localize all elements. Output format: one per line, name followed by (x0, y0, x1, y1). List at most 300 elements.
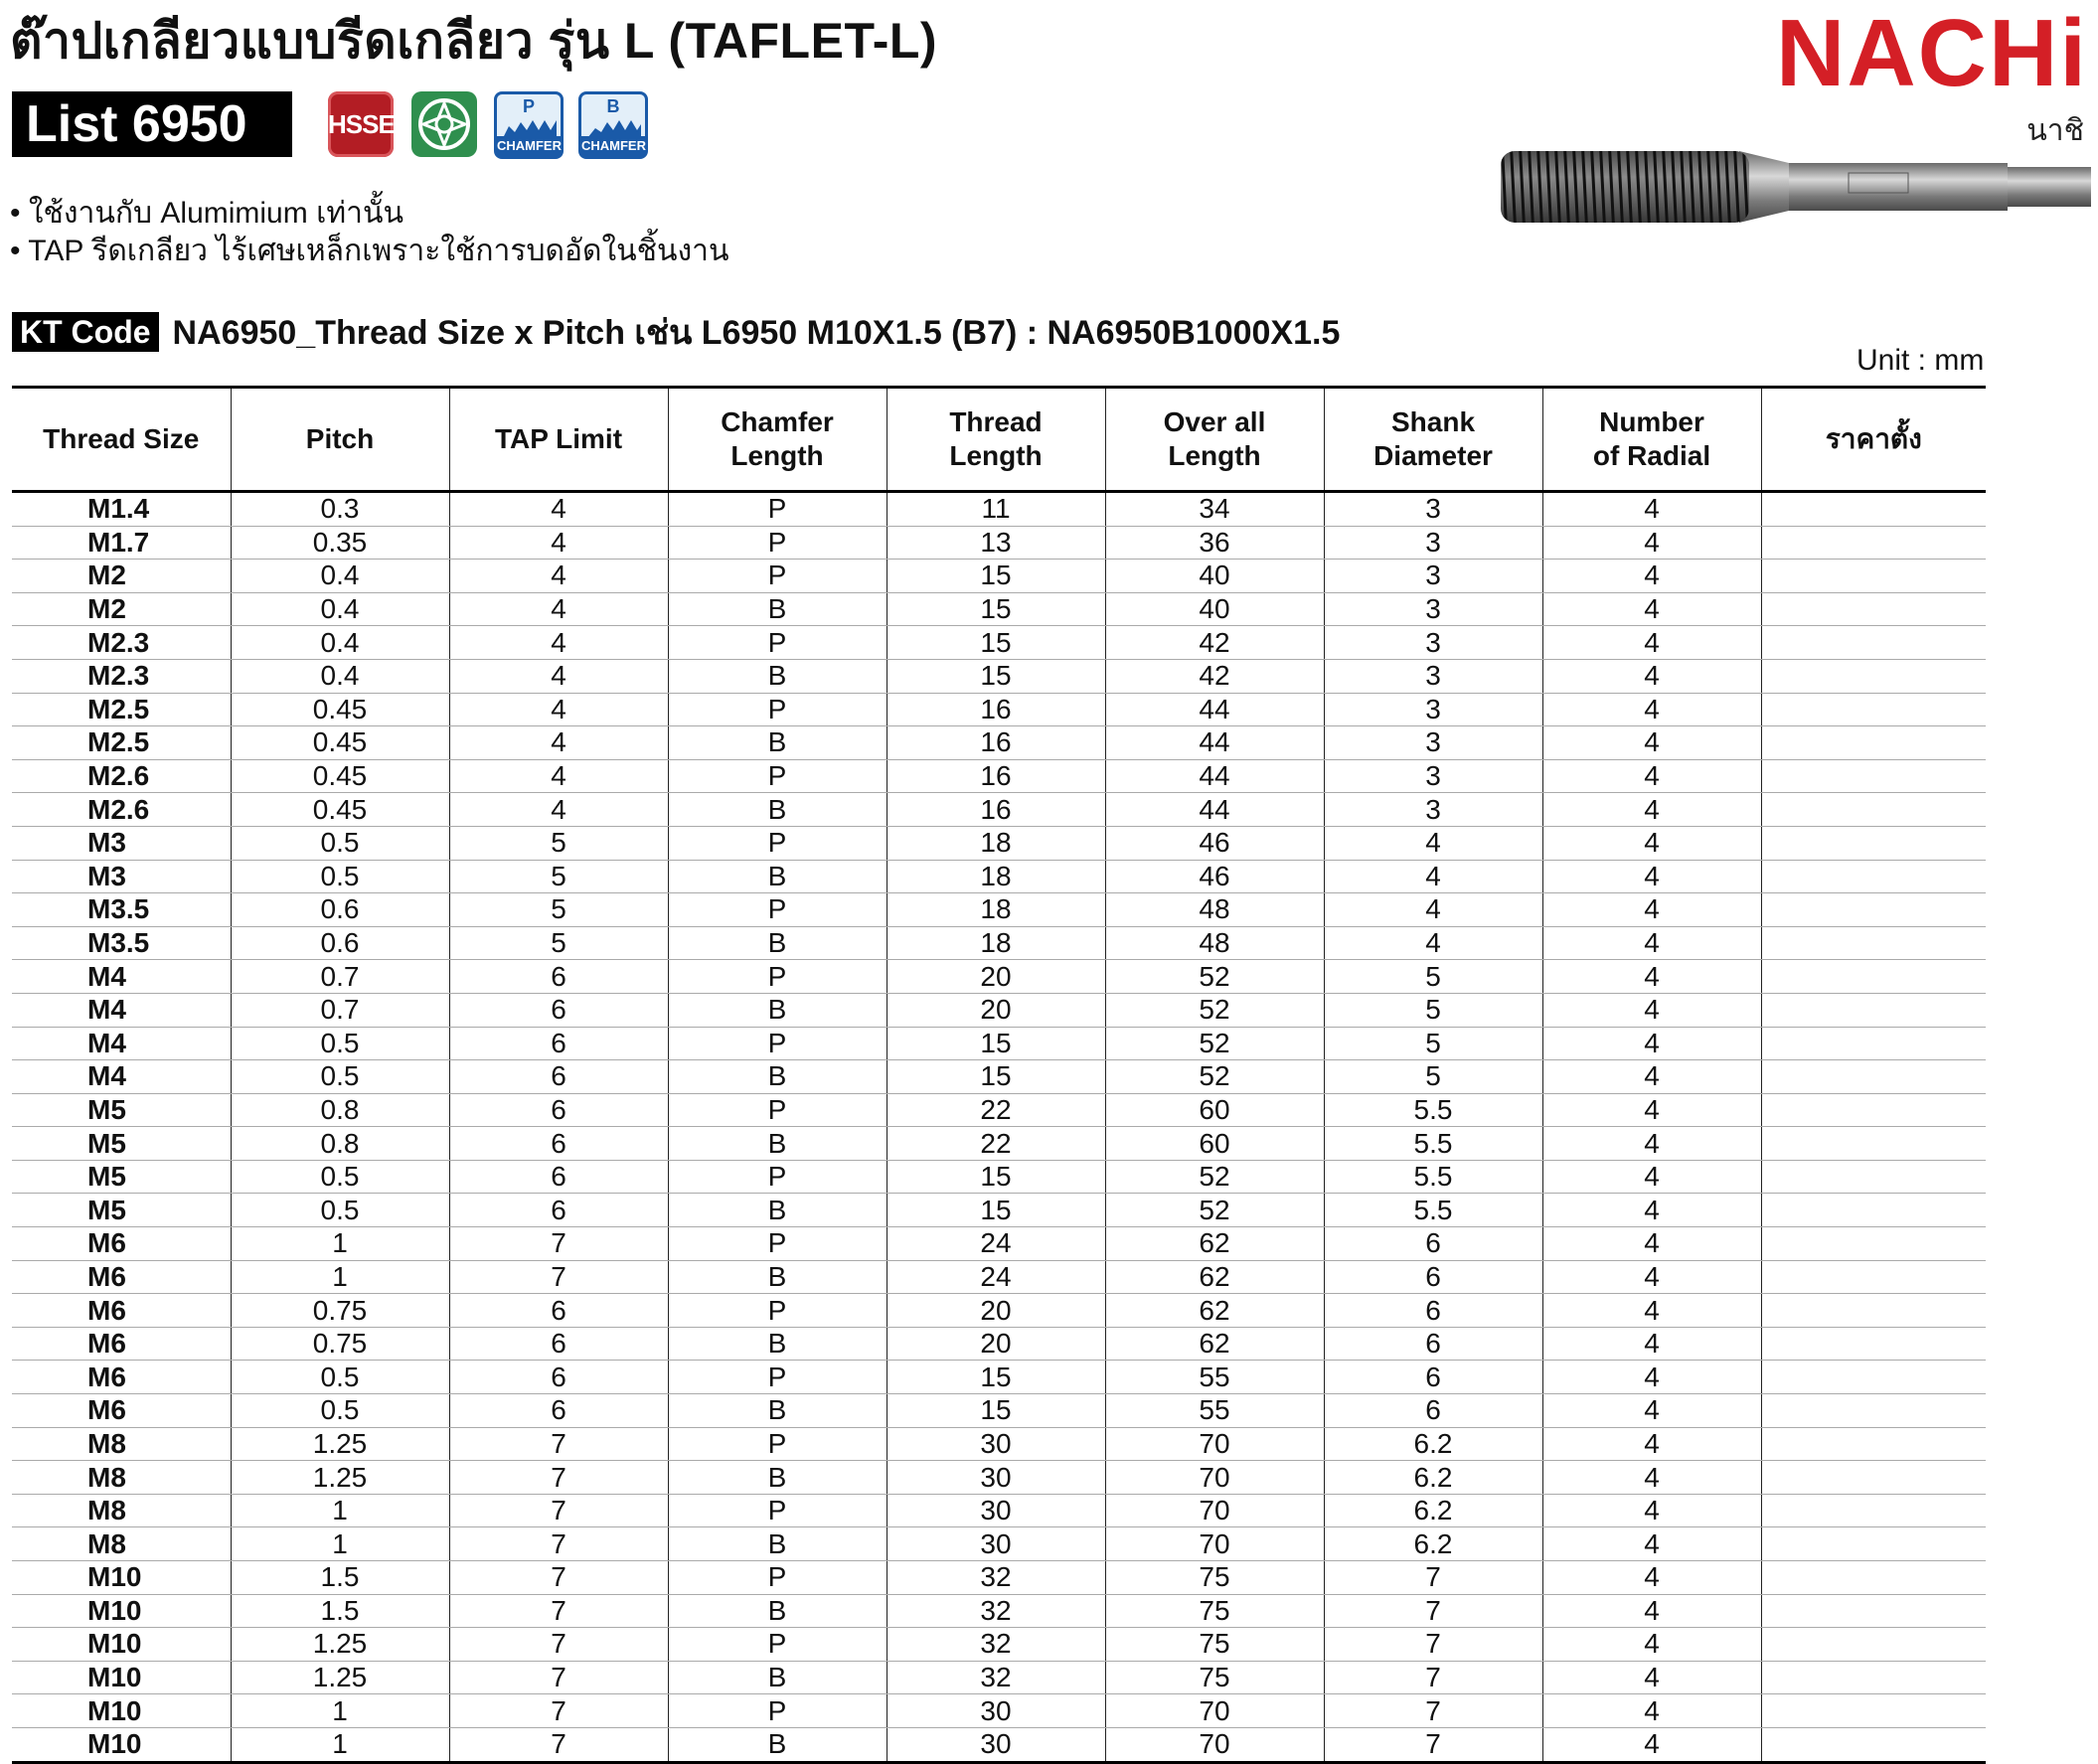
cell-thread-length: 15 (887, 659, 1105, 693)
cell-shank-diameter: 3 (1324, 793, 1542, 827)
cell-pitch: 0.5 (231, 1160, 449, 1194)
cell-chamfer-length: P (668, 492, 887, 527)
table-row (12, 1194, 1986, 1227)
cell-overall-length: 34 (1105, 492, 1324, 527)
cell-overall-length: 70 (1105, 1427, 1324, 1461)
table-row (12, 1594, 1986, 1628)
cell-shank-diameter: 3 (1324, 759, 1542, 793)
table-row (12, 993, 1986, 1027)
cell-thread-size: M8 (12, 1494, 231, 1527)
cell-tap-limit: 4 (449, 560, 668, 593)
nachi-thai-label: นาชิ (2026, 114, 2084, 147)
cell-thread-size: M6 (12, 1227, 231, 1261)
cell-overall-length: 70 (1105, 1461, 1324, 1495)
header-chamfer-length: Chamfer Length (668, 388, 887, 492)
cell-tap-limit: 6 (449, 960, 668, 994)
table-row (12, 860, 1986, 893)
cell-overall-length: 44 (1105, 759, 1324, 793)
cell-chamfer-length: P (668, 560, 887, 593)
cell-pitch: 0.5 (231, 826, 449, 860)
cell-list-price (1761, 1127, 1986, 1161)
cell-chamfer-length: P (668, 1160, 887, 1194)
cell-thread-length: 30 (887, 1461, 1105, 1495)
cell-thread-length: 32 (887, 1594, 1105, 1628)
cell-tap-limit: 4 (449, 492, 668, 527)
cell-pitch: 1 (231, 1527, 449, 1561)
cell-overall-length: 44 (1105, 793, 1324, 827)
cell-number-of-radial: 4 (1542, 626, 1761, 660)
cell-thread-size: M2 (12, 560, 231, 593)
cell-overall-length: 75 (1105, 1561, 1324, 1595)
cell-tap-limit: 4 (449, 626, 668, 660)
cell-thread-length: 18 (887, 926, 1105, 960)
cell-pitch: 1.25 (231, 1427, 449, 1461)
cell-thread-length: 22 (887, 1093, 1105, 1127)
table-row (12, 492, 1986, 527)
cell-pitch: 0.8 (231, 1127, 449, 1161)
cell-tap-limit: 5 (449, 826, 668, 860)
cell-number-of-radial: 4 (1542, 592, 1761, 626)
cell-number-of-radial: 4 (1542, 659, 1761, 693)
cell-tap-limit: 4 (449, 659, 668, 693)
cell-tap-limit: 5 (449, 860, 668, 893)
cell-list-price (1761, 1527, 1986, 1561)
cell-overall-length: 52 (1105, 960, 1324, 994)
cell-list-price (1761, 659, 1986, 693)
header-number-of-radial: Number of Radial (1542, 388, 1761, 492)
table-row (12, 1461, 1986, 1495)
cell-pitch: 0.7 (231, 993, 449, 1027)
cell-chamfer-length: B (668, 1127, 887, 1161)
table-row (12, 726, 1986, 760)
cell-pitch: 1 (231, 1494, 449, 1527)
cell-list-price (1761, 492, 1986, 527)
cell-list-price (1761, 1561, 1986, 1595)
cell-overall-length: 46 (1105, 826, 1324, 860)
table-row (12, 1694, 1986, 1728)
cell-overall-length: 70 (1105, 1494, 1324, 1527)
cell-overall-length: 70 (1105, 1694, 1324, 1728)
cell-chamfer-length: B (668, 1060, 887, 1094)
cell-tap-limit: 5 (449, 893, 668, 927)
cell-list-price (1761, 1661, 1986, 1694)
cell-thread-length: 32 (887, 1661, 1105, 1694)
cell-shank-diameter: 5 (1324, 993, 1542, 1027)
cell-thread-size: M5 (12, 1194, 231, 1227)
header-overall-length: Over all Length (1105, 388, 1324, 492)
cell-chamfer-length: P (668, 1561, 887, 1595)
cell-list-price (1761, 1060, 1986, 1094)
table-row (12, 1327, 1986, 1361)
cell-pitch: 0.5 (231, 860, 449, 893)
cell-number-of-radial: 4 (1542, 793, 1761, 827)
cell-shank-diameter: 6.2 (1324, 1494, 1542, 1527)
cell-shank-diameter: 7 (1324, 1628, 1542, 1662)
cell-number-of-radial: 4 (1542, 1060, 1761, 1094)
cell-list-price (1761, 693, 1986, 726)
header-thread-size: Thread Size (12, 388, 231, 492)
cell-chamfer-length: B (668, 1394, 887, 1428)
cell-shank-diameter: 3 (1324, 626, 1542, 660)
cell-thread-size: M4 (12, 1027, 231, 1060)
cell-list-price (1761, 1227, 1986, 1261)
cell-number-of-radial: 4 (1542, 1628, 1761, 1662)
cell-overall-length: 36 (1105, 526, 1324, 560)
table-row (12, 1561, 1986, 1595)
cell-list-price (1761, 860, 1986, 893)
table-row (12, 1628, 1986, 1662)
cell-overall-length: 55 (1105, 1394, 1324, 1428)
cell-chamfer-length: B (668, 659, 887, 693)
cell-shank-diameter: 5 (1324, 960, 1542, 994)
cell-pitch: 0.45 (231, 793, 449, 827)
coating-icon (411, 91, 477, 157)
header-shank-diameter: Shank Diameter (1324, 388, 1542, 492)
cell-shank-diameter: 5 (1324, 1060, 1542, 1094)
feature-bullets (10, 195, 729, 270)
cell-chamfer-length: P (668, 526, 887, 560)
cell-pitch: 0.4 (231, 592, 449, 626)
cell-number-of-radial: 4 (1542, 1294, 1761, 1328)
header-list-price: ราคาตั้ง (1761, 388, 1986, 492)
cell-overall-length: 52 (1105, 1027, 1324, 1060)
cell-thread-length: 15 (887, 1060, 1105, 1094)
cell-thread-length: 30 (887, 1494, 1105, 1527)
cell-number-of-radial: 4 (1542, 1694, 1761, 1728)
table-row (12, 1494, 1986, 1527)
nachi-logo: NACHi (1776, 0, 2088, 106)
cell-shank-diameter: 7 (1324, 1661, 1542, 1694)
cell-list-price (1761, 826, 1986, 860)
cell-shank-diameter: 7 (1324, 1594, 1542, 1628)
cell-overall-length: 70 (1105, 1727, 1324, 1762)
cell-pitch: 0.8 (231, 1093, 449, 1127)
cell-chamfer-length: B (668, 1461, 887, 1495)
cell-list-price (1761, 1427, 1986, 1461)
cell-overall-length: 46 (1105, 860, 1324, 893)
table-row (12, 560, 1986, 593)
cell-pitch: 0.4 (231, 626, 449, 660)
cell-chamfer-length: B (668, 592, 887, 626)
cell-thread-size: M10 (12, 1594, 231, 1628)
cell-number-of-radial: 4 (1542, 1027, 1761, 1060)
cell-number-of-radial: 4 (1542, 560, 1761, 593)
table-row (12, 793, 1986, 827)
cell-chamfer-length: B (668, 1260, 887, 1294)
cell-thread-length: 15 (887, 1361, 1105, 1394)
kt-code-text: NA6950_Thread Size x Pitch เช่น L6950 M10X1.5 (B7) : NA6950B1000X1.5 (172, 314, 1341, 352)
cell-list-price (1761, 960, 1986, 994)
cell-list-price (1761, 726, 1986, 760)
cell-list-price (1761, 759, 1986, 793)
cell-overall-length: 40 (1105, 592, 1324, 626)
cell-pitch: 0.5 (231, 1361, 449, 1394)
cell-number-of-radial: 4 (1542, 1527, 1761, 1561)
cell-chamfer-length: P (668, 960, 887, 994)
cell-shank-diameter: 6 (1324, 1394, 1542, 1428)
cell-overall-length: 52 (1105, 1194, 1324, 1227)
cell-pitch: 1.25 (231, 1461, 449, 1495)
cell-chamfer-length: B (668, 1327, 887, 1361)
cell-tap-limit: 4 (449, 759, 668, 793)
table-row (12, 1227, 1986, 1261)
cell-thread-length: 24 (887, 1227, 1105, 1261)
cell-shank-diameter: 7 (1324, 1561, 1542, 1595)
cell-pitch: 0.7 (231, 960, 449, 994)
cell-pitch: 1 (231, 1227, 449, 1261)
header-pitch: Pitch (231, 388, 449, 492)
table-row (12, 1427, 1986, 1461)
cell-tap-limit: 7 (449, 1494, 668, 1527)
cell-thread-size: M6 (12, 1260, 231, 1294)
cell-number-of-radial: 4 (1542, 1327, 1761, 1361)
table-row (12, 659, 1986, 693)
cell-number-of-radial: 4 (1542, 1093, 1761, 1127)
cell-thread-length: 15 (887, 1027, 1105, 1060)
cell-chamfer-length: B (668, 793, 887, 827)
cell-pitch: 0.5 (231, 1394, 449, 1428)
cell-list-price (1761, 592, 1986, 626)
bullet-item: • ใช้งานกับ Alumimium เท่านั้น (10, 197, 403, 230)
cell-pitch: 0.3 (231, 492, 449, 527)
cell-thread-length: 15 (887, 1194, 1105, 1227)
cell-thread-length: 16 (887, 693, 1105, 726)
cell-thread-size: M1.4 (12, 492, 231, 527)
cell-number-of-radial: 4 (1542, 726, 1761, 760)
cell-chamfer-length: B (668, 726, 887, 760)
cell-shank-diameter: 3 (1324, 492, 1542, 527)
cell-pitch: 0.4 (231, 560, 449, 593)
cell-pitch: 0.5 (231, 1060, 449, 1094)
cell-thread-size: M2 (12, 592, 231, 626)
cell-pitch: 1 (231, 1727, 449, 1762)
kt-code-badge: KT Code (12, 312, 159, 352)
cell-chamfer-length: B (668, 993, 887, 1027)
table-row (12, 1661, 1986, 1694)
cell-number-of-radial: 4 (1542, 893, 1761, 927)
cell-shank-diameter: 6.2 (1324, 1427, 1542, 1461)
cell-thread-length: 20 (887, 1327, 1105, 1361)
cell-thread-length: 18 (887, 826, 1105, 860)
cell-chamfer-length: B (668, 1661, 887, 1694)
cell-thread-size: M3.5 (12, 926, 231, 960)
cell-overall-length: 62 (1105, 1294, 1324, 1328)
header-tap-limit: TAP Limit (449, 388, 668, 492)
cell-thread-length: 20 (887, 993, 1105, 1027)
cell-list-price (1761, 1160, 1986, 1194)
table-row (12, 759, 1986, 793)
cell-pitch: 0.35 (231, 526, 449, 560)
table-header-row (12, 388, 1986, 492)
cell-list-price (1761, 1494, 1986, 1527)
table-row (12, 1361, 1986, 1394)
cell-shank-diameter: 6.2 (1324, 1461, 1542, 1495)
cell-tap-limit: 6 (449, 1394, 668, 1428)
cell-number-of-radial: 4 (1542, 1394, 1761, 1428)
cell-chamfer-length: P (668, 1427, 887, 1461)
cell-thread-size: M3 (12, 826, 231, 860)
cell-chamfer-length: P (668, 1294, 887, 1328)
cell-chamfer-length: P (668, 1093, 887, 1127)
cell-list-price (1761, 1027, 1986, 1060)
cell-tap-limit: 6 (449, 993, 668, 1027)
cell-pitch: 0.75 (231, 1294, 449, 1328)
table-row (12, 960, 1986, 994)
cell-thread-size: M2.3 (12, 626, 231, 660)
cell-overall-length: 52 (1105, 1060, 1324, 1094)
cell-tap-limit: 4 (449, 693, 668, 726)
cell-pitch: 0.4 (231, 659, 449, 693)
cell-chamfer-length: P (668, 1227, 887, 1261)
cell-shank-diameter: 5.5 (1324, 1127, 1542, 1161)
cell-tap-limit: 6 (449, 1060, 668, 1094)
cell-thread-length: 16 (887, 793, 1105, 827)
cell-number-of-radial: 4 (1542, 993, 1761, 1027)
cell-tap-limit: 7 (449, 1594, 668, 1628)
cell-chamfer-length: P (668, 759, 887, 793)
cell-tap-limit: 4 (449, 793, 668, 827)
cell-overall-length: 70 (1105, 1527, 1324, 1561)
cell-shank-diameter: 4 (1324, 860, 1542, 893)
cell-thread-length: 11 (887, 492, 1105, 527)
table-row (12, 893, 1986, 927)
cell-thread-length: 16 (887, 759, 1105, 793)
cell-pitch: 1.25 (231, 1628, 449, 1662)
cell-chamfer-length: B (668, 860, 887, 893)
cell-overall-length: 48 (1105, 893, 1324, 927)
cell-shank-diameter: 4 (1324, 826, 1542, 860)
cell-thread-length: 32 (887, 1561, 1105, 1595)
cell-pitch: 1 (231, 1260, 449, 1294)
cell-shank-diameter: 6.2 (1324, 1527, 1542, 1561)
table-row (12, 1727, 1986, 1762)
cell-list-price (1761, 526, 1986, 560)
cell-thread-size: M6 (12, 1327, 231, 1361)
cell-tap-limit: 6 (449, 1361, 668, 1394)
cell-chamfer-length: B (668, 1527, 887, 1561)
cell-list-price (1761, 1327, 1986, 1361)
cell-shank-diameter: 4 (1324, 893, 1542, 927)
cell-thread-size: M5 (12, 1160, 231, 1194)
cell-tap-limit: 5 (449, 926, 668, 960)
cell-overall-length: 62 (1105, 1327, 1324, 1361)
cell-thread-size: M10 (12, 1561, 231, 1595)
cell-thread-size: M8 (12, 1527, 231, 1561)
cell-thread-size: M1.7 (12, 526, 231, 560)
cell-shank-diameter: 5.5 (1324, 1194, 1542, 1227)
bullet-item: • TAP รีดเกลียว ไร้เศษเหล็กเพราะใช้การบดอัดในชิ้นงาน (10, 235, 729, 267)
cell-number-of-radial: 4 (1542, 1127, 1761, 1161)
cell-shank-diameter: 3 (1324, 592, 1542, 626)
cell-shank-diameter: 6 (1324, 1327, 1542, 1361)
cell-number-of-radial: 4 (1542, 1727, 1761, 1762)
cell-number-of-radial: 4 (1542, 526, 1761, 560)
cell-thread-size: M2.6 (12, 793, 231, 827)
cell-tap-limit: 7 (449, 1227, 668, 1261)
cell-thread-length: 15 (887, 626, 1105, 660)
cell-number-of-radial: 4 (1542, 1661, 1761, 1694)
cell-number-of-radial: 4 (1542, 926, 1761, 960)
cell-shank-diameter: 3 (1324, 693, 1542, 726)
cell-thread-size: M10 (12, 1694, 231, 1728)
cell-thread-size: M6 (12, 1294, 231, 1328)
cell-number-of-radial: 4 (1542, 693, 1761, 726)
cell-chamfer-length: P (668, 826, 887, 860)
cell-tap-limit: 6 (449, 1294, 668, 1328)
cell-tap-limit: 6 (449, 1093, 668, 1127)
cell-number-of-radial: 4 (1542, 1561, 1761, 1595)
cell-list-price (1761, 993, 1986, 1027)
cell-thread-size: M6 (12, 1394, 231, 1428)
table-row (12, 592, 1986, 626)
table-body (12, 492, 1986, 1763)
cell-number-of-radial: 4 (1542, 1594, 1761, 1628)
page-title: ต๊าปเกลียวแบบรีดเกลียว รุ่น L (TAFLET-L) (10, 13, 938, 69)
cell-shank-diameter: 3 (1324, 726, 1542, 760)
tap-tool-image (1491, 137, 2093, 237)
cell-thread-size: M10 (12, 1727, 231, 1762)
cell-overall-length: 60 (1105, 1127, 1324, 1161)
cell-tap-limit: 7 (449, 1661, 668, 1694)
table-row (12, 1093, 1986, 1127)
cell-tap-limit: 7 (449, 1694, 668, 1728)
cell-number-of-radial: 4 (1542, 826, 1761, 860)
cell-tap-limit: 7 (449, 1727, 668, 1762)
cell-thread-length: 15 (887, 1394, 1105, 1428)
cell-chamfer-length: P (668, 893, 887, 927)
cell-thread-length: 30 (887, 1727, 1105, 1762)
table-row (12, 1060, 1986, 1094)
cell-overall-length: 42 (1105, 626, 1324, 660)
cell-overall-length: 42 (1105, 659, 1324, 693)
cell-pitch: 0.6 (231, 893, 449, 927)
cell-thread-length: 13 (887, 526, 1105, 560)
cell-number-of-radial: 4 (1542, 1427, 1761, 1461)
cell-list-price (1761, 926, 1986, 960)
cell-list-price (1761, 560, 1986, 593)
cell-pitch: 0.45 (231, 759, 449, 793)
cell-list-price (1761, 1394, 1986, 1428)
cell-thread-size: M3 (12, 860, 231, 893)
cell-overall-length: 44 (1105, 726, 1324, 760)
cell-number-of-radial: 4 (1542, 759, 1761, 793)
cell-pitch: 1.5 (231, 1594, 449, 1628)
cell-chamfer-length: B (668, 926, 887, 960)
cell-list-price (1761, 1260, 1986, 1294)
table-row (12, 826, 1986, 860)
cell-shank-diameter: 3 (1324, 659, 1542, 693)
cell-thread-size: M2.5 (12, 726, 231, 760)
cell-chamfer-length: P (668, 1494, 887, 1527)
cell-overall-length: 55 (1105, 1361, 1324, 1394)
cell-thread-size: M5 (12, 1093, 231, 1127)
cell-list-price (1761, 1594, 1986, 1628)
cell-thread-size: M8 (12, 1427, 231, 1461)
cell-pitch: 1.25 (231, 1661, 449, 1694)
cell-pitch: 1.5 (231, 1561, 449, 1595)
cell-thread-size: M5 (12, 1127, 231, 1161)
table-row (12, 526, 1986, 560)
cell-chamfer-length: B (668, 1194, 887, 1227)
cell-shank-diameter: 6 (1324, 1260, 1542, 1294)
cell-list-price (1761, 1628, 1986, 1662)
cell-tap-limit: 6 (449, 1194, 668, 1227)
cell-chamfer-length: P (668, 626, 887, 660)
cell-list-price (1761, 1461, 1986, 1495)
cell-list-price (1761, 1194, 1986, 1227)
cell-overall-length: 62 (1105, 1260, 1324, 1294)
table-row (12, 1294, 1986, 1328)
